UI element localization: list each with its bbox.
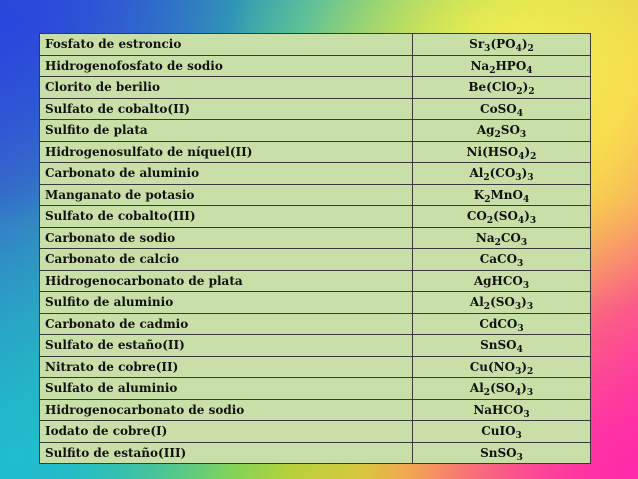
compounds-table-container <box>39 33 591 464</box>
compound-formula-cell <box>413 120 591 142</box>
table-row <box>40 292 591 314</box>
formula-text: Al <box>469 295 484 310</box>
formula-text: ) <box>521 359 528 374</box>
table-row <box>40 55 591 77</box>
formula-text: ) <box>521 37 528 52</box>
formula-subscript: 2 <box>483 302 491 313</box>
formula-subscript: 3 <box>515 366 522 377</box>
formula-text: ) <box>524 144 531 159</box>
table-row <box>40 399 591 421</box>
compound-name-cell: Carbonato de cadmio <box>40 313 413 335</box>
compound-name-cell: Fosfato de estroncio <box>40 34 413 56</box>
formula-subscript: 3 <box>516 452 523 463</box>
table-row <box>40 163 591 185</box>
compound-name-cell: Sulfito de aluminio <box>40 292 413 314</box>
table-row <box>40 270 591 292</box>
formula-text: Ag <box>476 123 495 138</box>
formula-text: CuIO <box>481 424 516 439</box>
compound-formula-cell <box>413 249 591 271</box>
formula-subscript: 3 <box>522 280 530 291</box>
formula-text: (PO <box>490 37 516 52</box>
formula-text: (CO <box>489 166 516 181</box>
compound-formula-cell <box>413 34 591 56</box>
compound-name-cell: Clorito de berilio <box>40 77 413 99</box>
formula-text: HPO <box>495 58 527 73</box>
compound-formula-cell <box>413 227 591 249</box>
formula-text: CaCO <box>479 252 518 267</box>
table-row <box>40 120 591 142</box>
formula-subscript: 4 <box>516 108 523 119</box>
compound-name-cell: Carbonato de sodio <box>40 227 413 249</box>
formula-subscript: 2 <box>494 130 501 141</box>
formula-text: ) <box>522 80 529 95</box>
formula-subscript: 3 <box>523 409 530 420</box>
formula-subscript: 3 <box>515 173 522 184</box>
formula-text: ) <box>521 295 527 310</box>
table-row <box>40 335 591 357</box>
formula-text: CO <box>466 209 487 224</box>
compound-formula-cell <box>413 378 591 400</box>
formula-subscript: 3 <box>514 302 522 313</box>
formula-text: SO <box>500 123 520 138</box>
formula-text: Al <box>469 166 484 181</box>
compound-name-cell: Hidrogenofosfato de sodio <box>40 55 413 77</box>
compound-formula-cell <box>413 77 591 99</box>
formula-subscript: 2 <box>483 388 491 399</box>
compound-name-cell: Manganato de potasio <box>40 184 413 206</box>
formula-text: (SO <box>490 381 515 396</box>
formula-text: MnO <box>490 187 523 202</box>
formula-text: CoSO <box>480 101 517 116</box>
compound-formula-cell <box>413 399 591 421</box>
compound-formula-cell <box>413 421 591 443</box>
table-row <box>40 378 591 400</box>
compound-formula-cell <box>413 292 591 314</box>
formula-text: Sr <box>469 37 485 52</box>
formula-text: Ni(HSO <box>466 144 519 159</box>
compound-formula-cell <box>413 335 591 357</box>
compound-name-cell: Iodato de cobre(I) <box>40 421 413 443</box>
table-row <box>40 77 591 99</box>
formula-subscript: 4 <box>518 151 525 162</box>
compound-name-cell: Hidrogenocarbonato de sodio <box>40 399 413 421</box>
formula-text: K <box>473 187 485 202</box>
formula-subscript: 2 <box>516 87 523 98</box>
formula-subscript: 3 <box>527 173 534 184</box>
formula-subscript: 2 <box>484 194 491 205</box>
formula-text: ) <box>521 381 527 396</box>
formula-text: Al <box>469 381 484 396</box>
formula-subscript: 3 <box>520 237 528 248</box>
table-row <box>40 249 591 271</box>
formula-text: (SO <box>493 209 518 224</box>
formula-text: (SO <box>490 295 515 310</box>
compound-name-cell: Hidrogenosulfato de níquel(II) <box>40 141 413 163</box>
compound-formula-cell <box>413 356 591 378</box>
formula-subscript: 4 <box>516 345 523 356</box>
compound-name-cell: Sulfito de plata <box>40 120 413 142</box>
table-row <box>40 421 591 443</box>
formula-text: SnSO <box>480 445 517 460</box>
formula-subscript: 2 <box>483 173 490 184</box>
table-row <box>40 356 591 378</box>
formula-subscript: 2 <box>530 151 537 162</box>
table-row <box>40 98 591 120</box>
compound-formula-cell <box>413 313 591 335</box>
formula-subscript: 4 <box>517 216 525 227</box>
compound-name-cell: Carbonato de aluminio <box>40 163 413 185</box>
table-row <box>40 184 591 206</box>
formula-text: AgHCO <box>473 273 523 288</box>
compound-formula-cell <box>413 270 591 292</box>
compound-name-cell: Sulfito de estaño(III) <box>40 442 413 464</box>
table-row <box>40 442 591 464</box>
table-row <box>40 313 591 335</box>
formula-subscript: 3 <box>526 388 534 399</box>
formula-subscript: 3 <box>526 302 534 313</box>
formula-text: ) <box>524 209 530 224</box>
formula-subscript: 4 <box>515 44 522 55</box>
formula-subscript: 4 <box>514 388 522 399</box>
compound-formula-cell <box>413 55 591 77</box>
formula-text: Cu(NO <box>469 359 516 374</box>
compounds-table-body <box>40 34 591 464</box>
formula-subscript: 2 <box>486 216 494 227</box>
formula-text: ) <box>521 166 528 181</box>
formula-subscript: 3 <box>519 130 527 141</box>
formula-text: CO <box>500 230 521 245</box>
formula-subscript: 4 <box>522 194 530 205</box>
table-row <box>40 141 591 163</box>
table-row <box>40 227 591 249</box>
compound-name-cell: Sulfato de estaño(II) <box>40 335 413 357</box>
compound-name-cell: Sulfato de cobalto(II) <box>40 98 413 120</box>
compounds-table <box>39 33 591 464</box>
formula-text: Na <box>475 230 495 245</box>
compound-formula-cell <box>413 163 591 185</box>
formula-text: CdCO <box>479 316 518 331</box>
compound-name-cell: Hidrogenocarbonato de plata <box>40 270 413 292</box>
formula-subscript: 3 <box>517 323 524 334</box>
formula-subscript: 2 <box>494 237 501 248</box>
compound-name-cell: Sulfato de cobalto(III) <box>40 206 413 228</box>
formula-subscript: 3 <box>484 44 491 55</box>
formula-subscript: 4 <box>526 65 533 76</box>
compound-formula-cell <box>413 206 591 228</box>
compound-formula-cell <box>413 184 591 206</box>
formula-subscript: 3 <box>529 216 537 227</box>
formula-text: SnSO <box>480 338 517 353</box>
formula-text: NaHCO <box>473 402 524 417</box>
formula-subscript: 2 <box>527 366 534 377</box>
table-row <box>40 206 591 228</box>
compound-name-cell: Nitrato de cobre(II) <box>40 356 413 378</box>
formula-subscript: 3 <box>515 431 522 442</box>
compound-formula-cell <box>413 141 591 163</box>
formula-text: Be(ClO <box>468 80 517 95</box>
compound-name-cell: Carbonato de calcio <box>40 249 413 271</box>
compound-formula-cell <box>413 98 591 120</box>
formula-text: Na <box>470 58 490 73</box>
formula-subscript: 3 <box>517 259 524 270</box>
formula-subscript: 2 <box>528 87 535 98</box>
formula-subscript: 2 <box>489 65 496 76</box>
table-row <box>40 34 591 56</box>
compound-formula-cell <box>413 442 591 464</box>
compound-name-cell: Sulfato de aluminio <box>40 378 413 400</box>
formula-subscript: 2 <box>527 44 534 55</box>
